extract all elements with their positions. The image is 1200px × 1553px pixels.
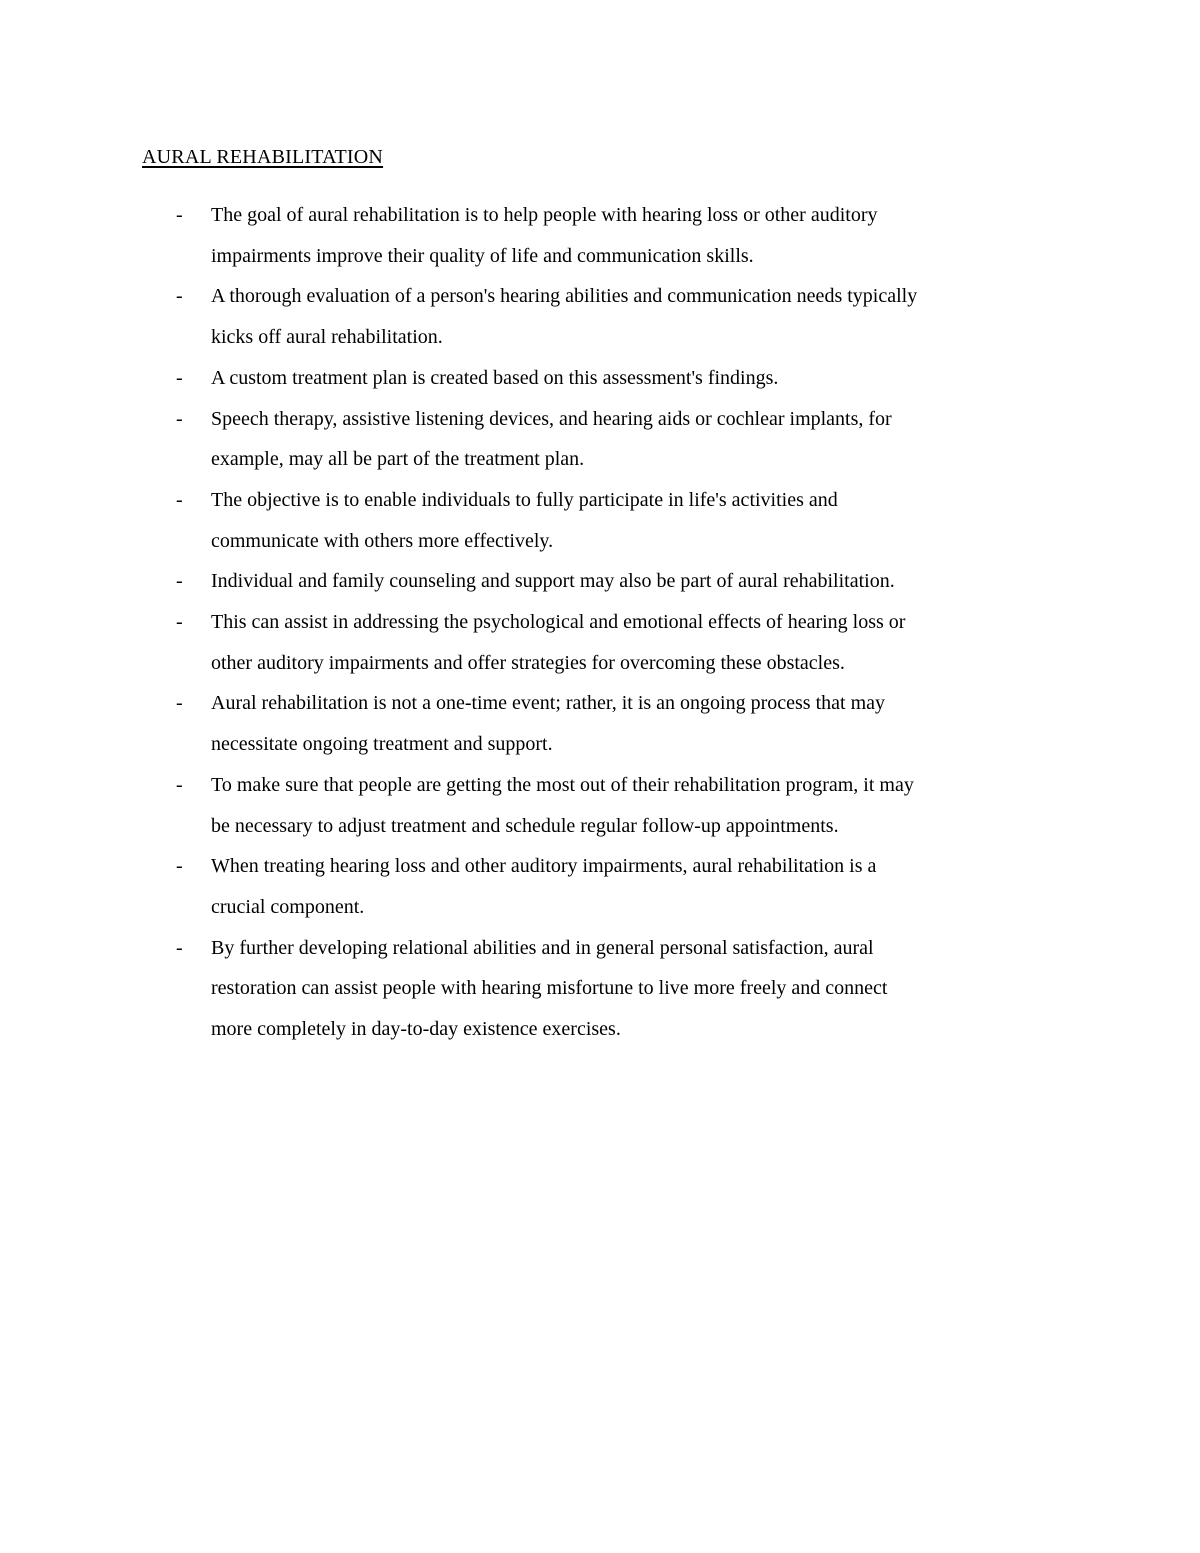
list-item-line: more completely in day-to-day existence exercises. xyxy=(211,1018,621,1041)
bullet-dash: - xyxy=(176,488,183,511)
list-item-line: The goal of aural rehabilitation is to help people with hearing loss or other auditory xyxy=(211,204,878,226)
bullet-dash: - xyxy=(176,611,183,634)
list-item-line: This can assist in addressing the psychological and emotional effects of hearing loss or xyxy=(211,611,906,634)
bullet-dash: - xyxy=(176,692,183,715)
list-item-line: When treating hearing loss and other auditory impairments, aural rehabilitation is a xyxy=(211,855,877,878)
list-item-line: crucial component. xyxy=(211,895,365,918)
list-item xyxy=(0,928,1071,1050)
list-item xyxy=(0,399,1071,480)
list-item-line: impairments improve their quality of life and communication skills. xyxy=(211,244,754,267)
bullet-dash: - xyxy=(176,204,183,226)
list-item-line: kicks off aural rehabilitation. xyxy=(211,326,443,349)
list-item xyxy=(0,765,1071,846)
list-item-line: necessitate ongoing treatment and support. xyxy=(211,733,553,756)
list-item-line: A thorough evaluation of a person's hearing abilities and communication needs typically xyxy=(211,285,918,308)
list-item-line: example, may all be part of the treatment plan. xyxy=(211,448,585,471)
list-item-line: other auditory impairments and offer strategies for overcoming these obstacles. xyxy=(211,651,845,674)
bullet-dash: - xyxy=(176,773,183,796)
bullet-dash: - xyxy=(176,407,183,430)
list-item-line: To make sure that people are getting the most out of their rehabilitation program, it may xyxy=(211,773,914,796)
list-item-line: Aural rehabilitation is not a one-time event; rather, it is an ongoing process that may xyxy=(211,692,886,715)
bullet-dash: - xyxy=(176,570,183,593)
list-item-line: restoration can assist people with hearing misfortune to live more freely and connect xyxy=(211,977,888,1000)
list-item xyxy=(0,846,1071,927)
list-item xyxy=(0,602,1071,683)
list-item-line: Individual and family counseling and support may also be part of aural rehabilitation. xyxy=(211,570,895,593)
list-item-line: The objective is to enable individuals to fully participate in life's activities and xyxy=(211,488,838,511)
list-item xyxy=(0,561,1071,602)
bullet-dash: - xyxy=(176,936,183,959)
list-item xyxy=(0,683,1071,764)
bullet-dash: - xyxy=(176,366,183,389)
list-item-line: communicate with others more effectively. xyxy=(211,529,554,552)
list-item xyxy=(0,358,1071,399)
list-item-line: A custom treatment plan is created based on this assessment's findings. xyxy=(211,366,779,389)
bullet-dash: - xyxy=(176,285,183,308)
bullet-dash: - xyxy=(176,855,183,878)
list-item xyxy=(0,195,1071,276)
list-item-line: By further developing relational abilities and in general personal satisfaction, aural xyxy=(211,936,874,959)
list-item-line: Speech therapy, assistive listening devices, and hearing aids or cochlear implants, for xyxy=(211,407,892,430)
list-item xyxy=(0,276,1071,357)
bullet-list xyxy=(0,195,1200,1050)
list-item-line: be necessary to adjust treatment and schedule regular follow-up appointments. xyxy=(211,814,839,837)
document-title: AURAL REHABILITATION xyxy=(142,146,384,168)
list-item xyxy=(0,480,1071,561)
